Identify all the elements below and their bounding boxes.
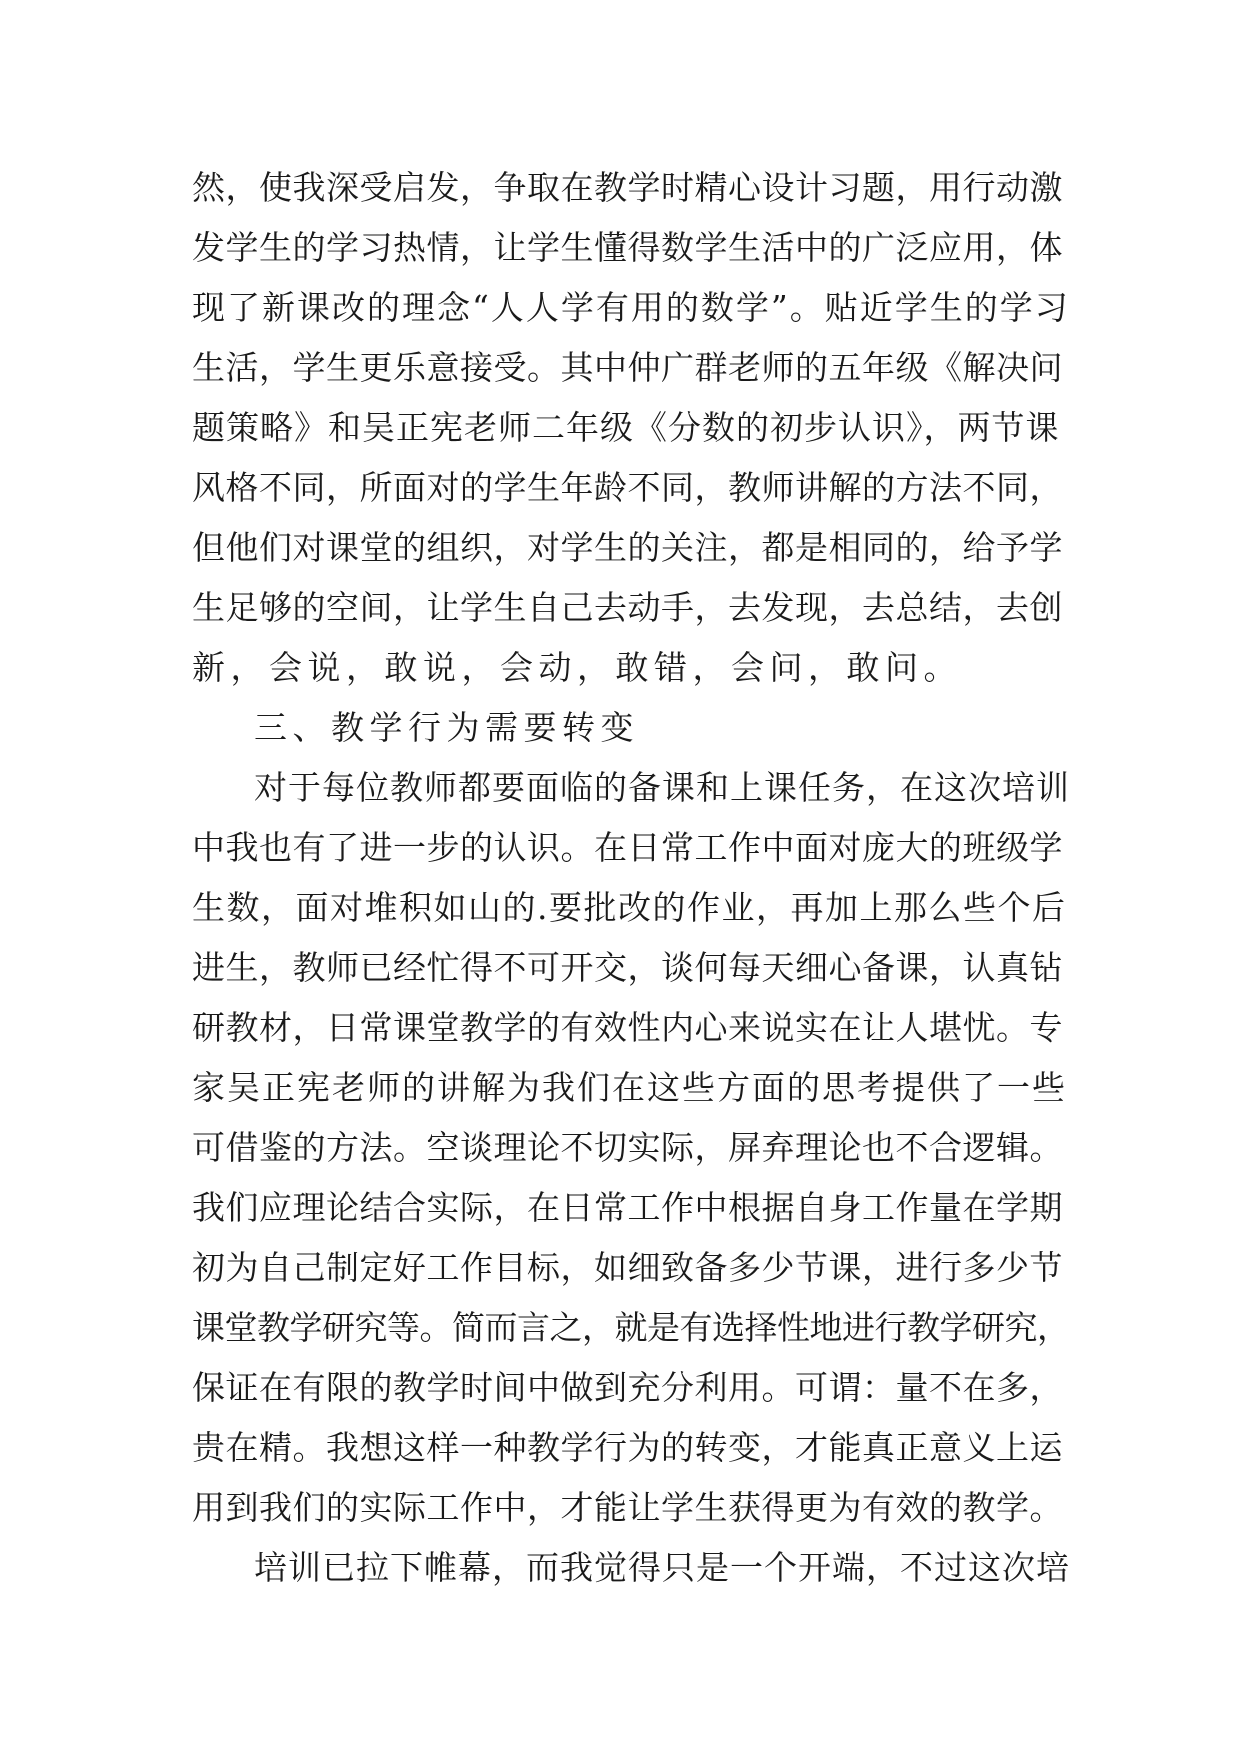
text-line: 用到我们的实际工作中，才能让学生获得更为有效的教学。	[192, 1488, 1063, 1527]
text-line: 新，会说，敢说，会动，敢错，会问，敢问。	[192, 648, 962, 687]
text-line: 然，使我深受启发，争取在教学时精心设计习题，用行动激	[192, 168, 1063, 207]
text-line: 培训已拉下帷幕，而我觉得只是一个开端，不过这次培	[254, 1548, 1070, 1587]
text-line: 家吴正宪老师的讲解为我们在这些方面的思考提供了一些	[192, 1068, 1067, 1107]
text-line: 生活，学生更乐意接受。其中仲广群老师的五年级《解决问	[192, 348, 1063, 387]
text-line: 生数，面对堆积如山的.要批改的作业，再加上那么些个后	[192, 888, 1067, 927]
text-line: 现了新课改的理念“人人学有用的数学”。贴近学生的学习	[192, 288, 1070, 327]
text-line: 生足够的空间，让学生自己去动手，去发现，去总结，去创	[192, 588, 1063, 627]
text-line: 题策略》和吴正宪老师二年级《分数的初步认识》，两节课	[192, 408, 1060, 447]
text-line: 进生，教师已经忙得不可开交，谈何每天细心备课，认真钻	[192, 948, 1063, 987]
text-line: 发学生的学习热情，让学生懂得数学生活中的广泛应用，体	[192, 228, 1063, 267]
text-line: 中我也有了进一步的认识。在日常工作中面对庞大的班级学	[192, 828, 1063, 867]
text-line: 贵在精。我想这样一种教学行为的转变，才能真正意义上运	[192, 1428, 1063, 1467]
document-body	[192, 158, 1072, 1598]
text-line: 课堂教学研究等。简而言之，就是有选择性地进行教学研究，	[192, 1308, 1070, 1347]
text-line: 三、教学行为需要转变	[254, 708, 639, 747]
text-line: 可借鉴的方法。空谈理论不切实际，屏弃理论也不合逻辑。	[192, 1128, 1063, 1167]
text-line: 我们应理论结合实际，在日常工作中根据自身工作量在学期	[192, 1188, 1063, 1227]
text-line: 保证在有限的教学时间中做到充分利用。可谓：量不在多，	[192, 1368, 1063, 1407]
text-line: 但他们对课堂的组织，对学生的关注，都是相同的，给予学	[192, 528, 1063, 567]
text-line: 初为自己制定好工作目标，如细致备多少节课，进行多少节	[192, 1248, 1063, 1287]
text-line: 研教材，日常课堂教学的有效性内心来说实在让人堪忧。专	[192, 1008, 1063, 1047]
text-line: 对于每位教师都要面临的备课和上课任务，在这次培训	[254, 768, 1070, 807]
text-line: 风格不同，所面对的学生年龄不同，教师讲解的方法不同，	[192, 468, 1063, 507]
